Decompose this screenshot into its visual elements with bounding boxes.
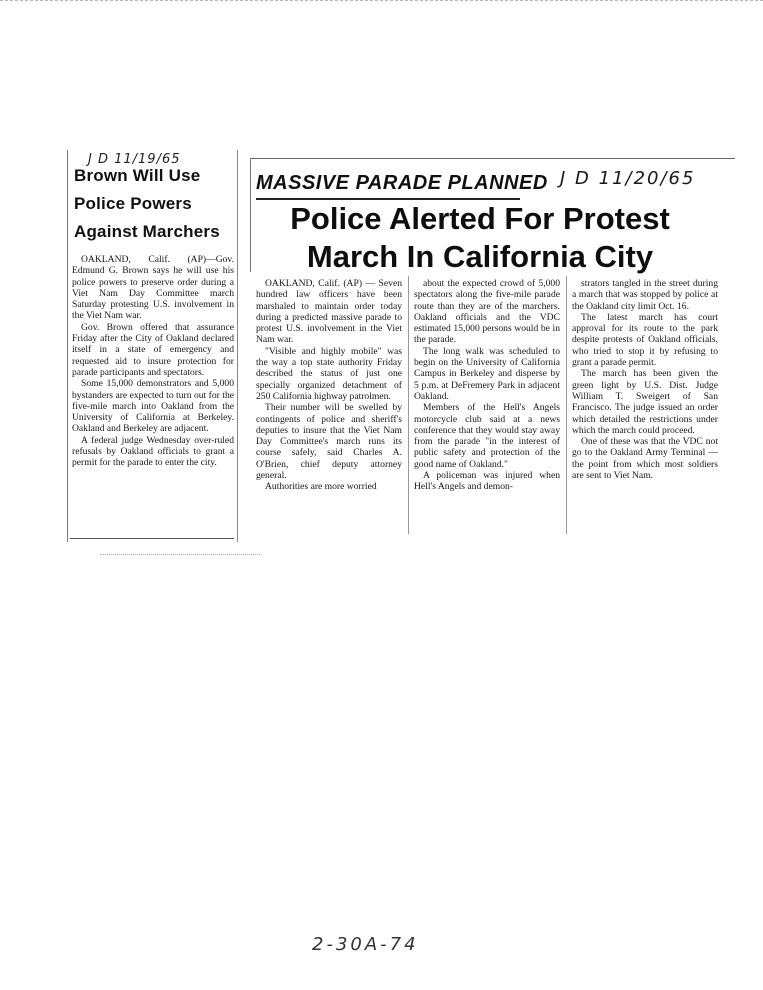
story-left-paragraph: Some 15,000 demonstrators and 5,000 bystanders are expected to turn out for the five-mile march into Oakland from the University of California at Berkeley. Oakland and Berkeley are adjacent. [72,378,234,435]
column-divider [566,276,567,534]
column-a-paragraph: Their number will be swelled by contingents of police and sheriff's deputies to insure that the Viet Nam Day Committee's march runs its course safely, said Charles A. O'Brien, chief deputy attorney general. [256,402,402,482]
clipping-main-left-rule [250,158,251,272]
story-left-paragraph: OAKLAND, Calif. (AP)—Gov. Edmund G. Brown says he will use his police powers to preserve order during a Viet Nam Day Committee march Saturday protesting U.S. involvement in the Viet Nam war. [72,254,234,322]
story-column-c [572,278,718,481]
story-left [72,254,234,469]
column-a-paragraph: "Visible and highly mobile" was the way a top state authority Friday described the status of just one specially organized detachment of 250 California highway patrolmen. [256,345,402,402]
column-b-paragraph: A policeman was injured when Hell's Angels and demon- [414,470,560,493]
column-b-paragraph: Members of the Hell's Angels motorcycle club said at a news conference that they would stay away from the parade "in the interest of public safety and protection of the good name of Oakland." [414,402,560,470]
story-left-paragraph: Gov. Brown offered that assurance Friday after the City of Oakland declared itself in a state of emergency and requested aid to insure protection for parade participants and spectators. [72,321,234,378]
clipping-left-bottom-rule [70,538,234,539]
handwritten-file-number: 2-30A-74 [312,934,419,955]
story-column-b [414,278,560,493]
column-c-paragraph: The latest march has court approval for its route to the park despite protests of Oakland officials, who tried to stop it by refusing to grant a parade permit. [572,311,718,369]
column-b-paragraph: about the expected crowd of 5,000 spectators along the five-mile parade route than they are of the marchers. Oakland officials and the VDC estimated 15,000 persons would be in the parade. [414,278,560,346]
scan-speck-line [100,554,260,555]
handwritten-date-main: J D 11/20/65 [560,168,696,189]
headline-main: Police Alerted For Protest March In California City [290,201,670,274]
clipping-brown-police-powers [67,150,238,542]
clipping-police-alerted [250,158,735,538]
column-divider [408,276,409,534]
story-left-paragraph: A federal judge Wednesday over-ruled refusals by Oakland officials to grant a permit for the parade to enter the city. [72,434,234,469]
column-c-paragraph: One of these was that the VDC not go to the Oakland Army Terminal — the point from which most soldiers are sent to Viet Nam. [572,436,718,482]
handwritten-date-left: J D 11/19/65 [88,152,181,167]
column-c-paragraph: The march has been given the green light by U.S. Dist. Judge William T. Sweigert of San Francisco. The judge issued an order which detailed the restrictions under which the march could proceed. [572,368,718,436]
story-column-a [256,278,402,493]
column-c-paragraph: strators tangled in the street during a march that was stopped by police at the Oakland city limit Oct. 16. [572,278,718,312]
column-b-paragraph: The long walk was scheduled to begin on the University of California Campus in Berkeley and disperse by 5 p.m. at DeFremery Park in adjacent Oakland. [414,345,560,402]
column-a-paragraph: Authorities are more worried [265,481,377,493]
clipping-main-top-rule [250,158,735,159]
scan-edge-dashes [0,0,763,1]
headline-left: Brown Will Use Police Powers Against Marchers [74,166,220,241]
column-a-paragraph: OAKLAND, Calif. (AP) — Seven hundred law officers have been marshaled to maintain order today during a predicted massive parade to protest U.S. involvement in the Viet Nam war. [256,278,402,346]
kicker-headline: MASSIVE PARADE PLANNED [256,172,548,194]
